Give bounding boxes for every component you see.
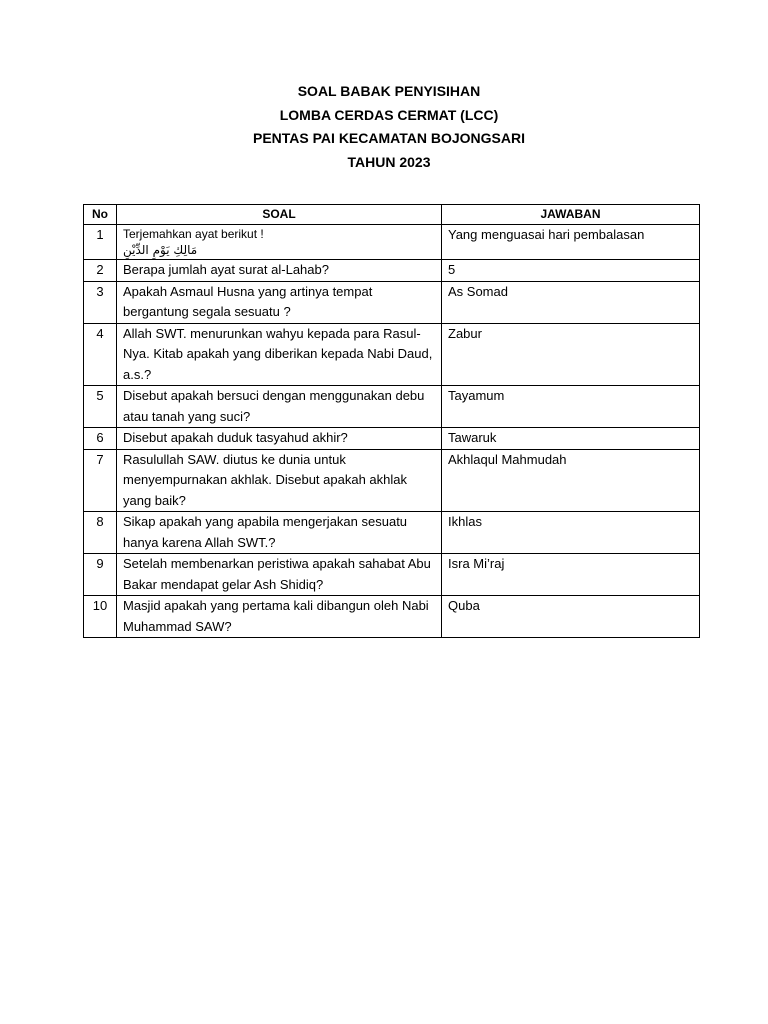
table-header-row xyxy=(84,205,700,225)
title-line-1: SOAL BABAK PENYISIHAN xyxy=(297,83,481,99)
row-number: 2 xyxy=(84,260,117,282)
answer-cell: Akhlaqul Mahmudah xyxy=(442,449,700,512)
table-row xyxy=(84,554,700,596)
table-row xyxy=(84,512,700,554)
question-cell: Apakah Asmaul Husna yang artinya tempat bergantung segala sesuatu ? xyxy=(117,281,442,323)
table-row xyxy=(84,596,700,638)
question-cell: Disebut apakah duduk tasyahud akhir? xyxy=(117,428,442,450)
answer-cell: Zabur xyxy=(442,323,700,386)
table-row xyxy=(84,260,700,282)
answer-cell: Quba xyxy=(442,596,700,638)
question-cell: Allah SWT. menurunkan wahyu kepada para Rasul-Nya. Kitab apakah yang diberikan kepada Nabi Daud, a.s.? xyxy=(117,323,442,386)
question-text: Terjemahkan ayat berikut ! xyxy=(123,227,264,241)
table-row xyxy=(84,449,700,512)
question-table xyxy=(83,204,700,638)
question-cell: Sikap apakah yang apabila mengerjakan sesuatu hanya karena Allah SWT.? xyxy=(117,512,442,554)
title-line-2: LOMBA CERDAS CERMAT (LCC) xyxy=(279,106,499,123)
row-number: 4 xyxy=(84,323,117,386)
question-cell: Berapa jumlah ayat surat al-Lahab? xyxy=(117,260,442,282)
header-jawaban: JAWABAN xyxy=(442,205,700,225)
row-number: 6 xyxy=(84,428,117,450)
table-row xyxy=(84,428,700,450)
title-line-4: TAHUN 2023 xyxy=(347,153,431,170)
row-number: 10 xyxy=(84,596,117,638)
row-number: 9 xyxy=(84,554,117,596)
header-no: No xyxy=(84,205,117,225)
row-number: 1 xyxy=(84,225,117,260)
answer-cell: Ikhlas xyxy=(442,512,700,554)
answer-cell: Yang menguasai hari pembalasan xyxy=(442,225,700,260)
answer-cell: Tawaruk xyxy=(442,428,700,450)
answer-cell: Isra Mi’raj xyxy=(442,554,700,596)
document-title xyxy=(0,80,768,174)
answer-cell: Tayamum xyxy=(442,386,700,428)
question-cell: Disebut apakah bersuci dengan menggunakan debu atau tanah yang suci? xyxy=(117,386,442,428)
question-cell: Setelah membenarkan peristiwa apakah sahabat Abu Bakar mendapat gelar Ash Shidiq? xyxy=(117,554,442,596)
table-row xyxy=(84,281,700,323)
row-number: 3 xyxy=(84,281,117,323)
table-row xyxy=(84,225,700,260)
table-row xyxy=(84,323,700,386)
question-cell: Masjid apakah yang pertama kali dibangun oleh Nabi Muhammad SAW? xyxy=(117,596,442,638)
title-line-3: PENTAS PAI KECAMATAN BOJONGSARI xyxy=(253,130,525,146)
table-row xyxy=(84,386,700,428)
arabic-verse: مَالِكِ يَوْمِ الدِّيْنِ xyxy=(123,243,198,257)
answer-cell: 5 xyxy=(442,260,700,282)
question-cell: Rasulullah SAW. diutus ke dunia untuk menyempurnakan akhlak. Disebut apakah akhlak yang baik? xyxy=(117,449,442,512)
row-number: 7 xyxy=(84,449,117,512)
answer-cell: As Somad xyxy=(442,281,700,323)
question-cell xyxy=(117,225,442,260)
row-number: 8 xyxy=(84,512,117,554)
header-soal: SOAL xyxy=(117,205,442,225)
row-number: 5 xyxy=(84,386,117,428)
